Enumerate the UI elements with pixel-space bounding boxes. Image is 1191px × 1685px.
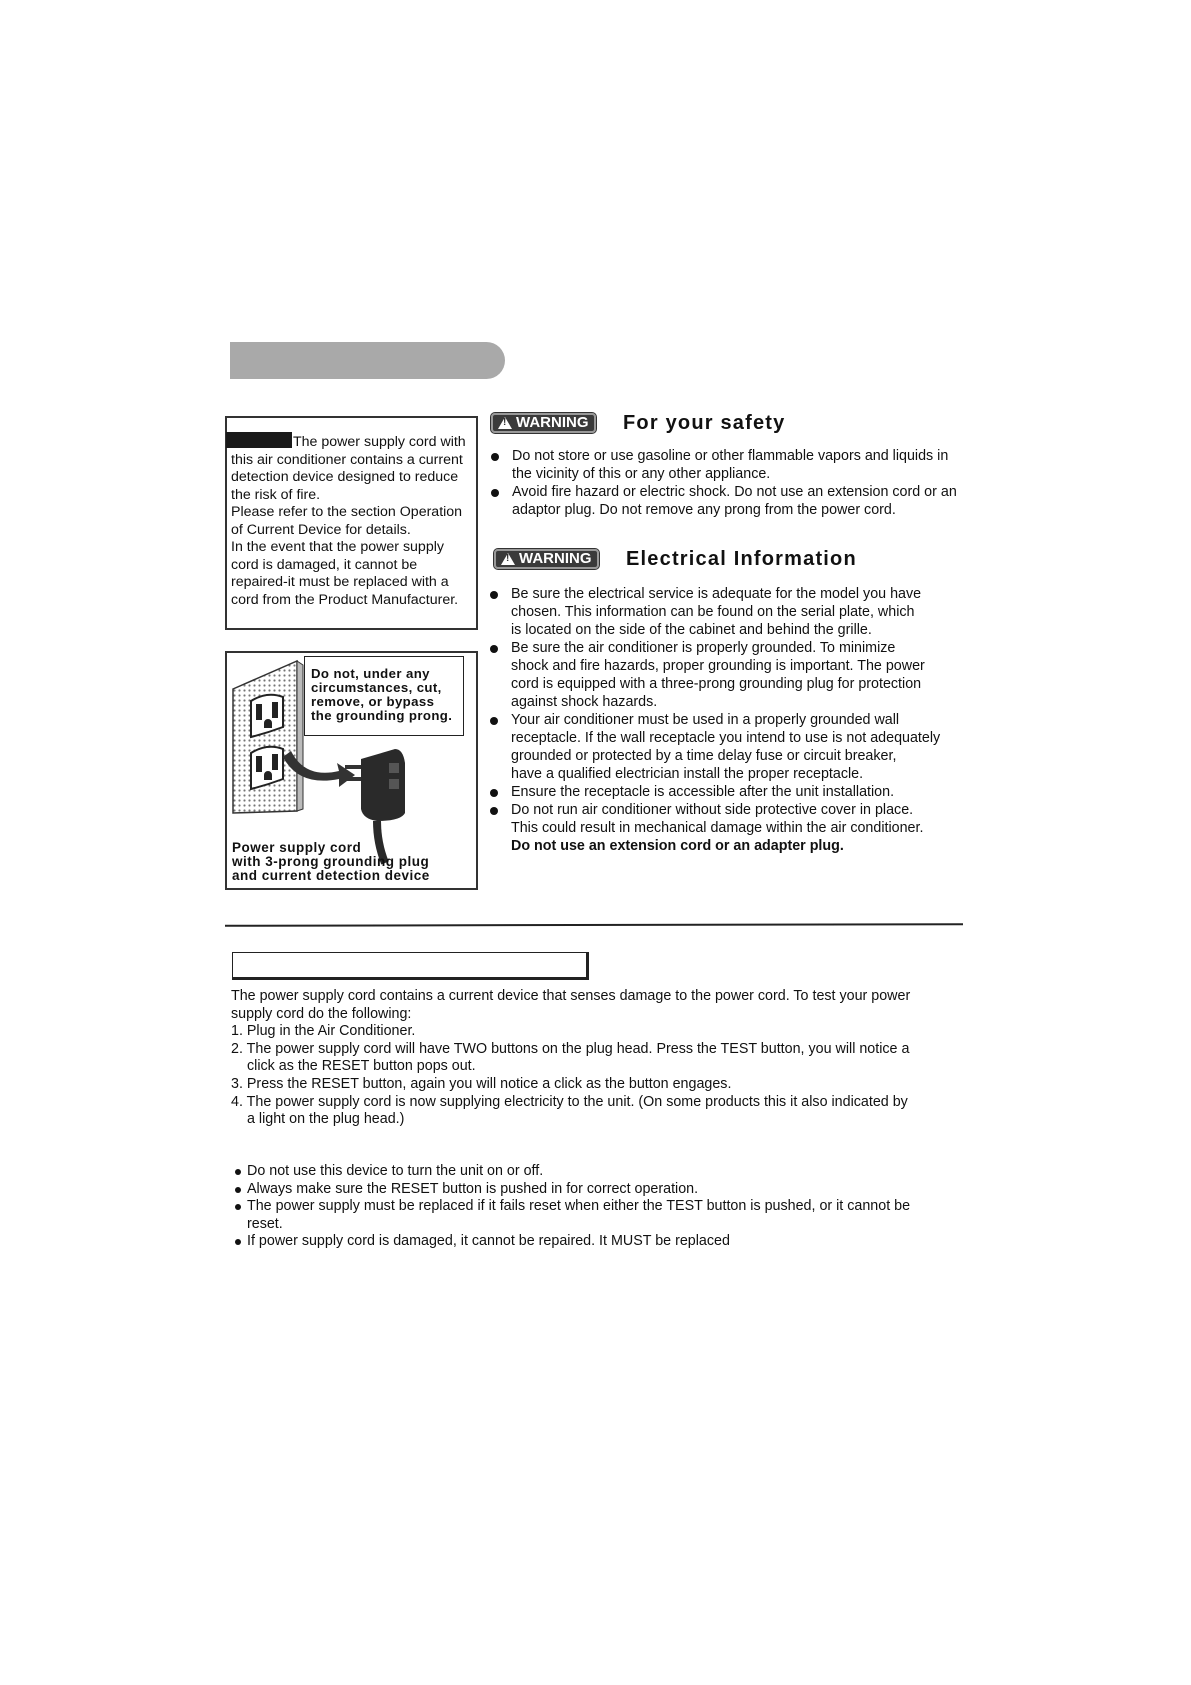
extension-cord-warning: Do not use an extension cord or an adapter plug. [511, 838, 844, 854]
plug-caption [232, 841, 430, 883]
step-line: 4. The power supply cord is now supplying electricity to the unit. (On some products this it also indicated by [231, 1093, 908, 1110]
note-line: cord is damaged, it cannot be [231, 556, 418, 573]
warning-badge-label: WARNING [519, 550, 592, 567]
section-divider [225, 923, 963, 927]
note-line: The power supply cord with [293, 434, 466, 450]
operation-instructions [231, 988, 951, 1129]
list-item [490, 801, 980, 837]
electrical-bullets [490, 585, 980, 855]
warning-badge [491, 413, 596, 433]
list-item [233, 1163, 953, 1181]
bullet-line: chosen. This information can be found on the serial plate, which [511, 604, 915, 620]
warning-triangle-icon [498, 417, 512, 429]
operation-notes [233, 1163, 953, 1251]
bullet-line: Ensure the receptacle is accessible after the unit installation. [511, 784, 895, 800]
step-line: 2. The power supply cord will have TWO buttons on the plug head. Press the TEST button, you will notice a [231, 1040, 910, 1057]
note-line: The power supply must be replaced if it fails reset when either the TEST button is pushed, or it cannot be [247, 1198, 911, 1215]
warning-triangle-icon [501, 553, 515, 565]
note-line: In the event that the power supply [231, 539, 444, 555]
note-line: the risk of fire. [231, 486, 321, 503]
note-line: this air conditioner contains a current [231, 451, 463, 468]
callout-line: Do not, under any [311, 666, 430, 681]
bullet-line: Be sure the air conditioner is properly grounded. To minimize [511, 640, 896, 656]
caption-line: Power supply cord [232, 840, 362, 855]
subheading-box [232, 952, 589, 980]
electrical-title: Electrical Information [626, 548, 857, 570]
bullet-line: Be sure the electrical service is adequate for the model you have [511, 586, 922, 602]
bullet-line: Do not run air conditioner without side protective cover in place. [511, 802, 914, 818]
step-item [231, 1076, 951, 1094]
warning-badge-label: WARNING [516, 414, 589, 431]
list-item [490, 711, 980, 783]
list-item [490, 585, 980, 639]
list-item [233, 1181, 953, 1199]
bullet-line: the vicinity of this or any other appliance. [512, 466, 771, 482]
note-line: repaired-it must be replaced with a [231, 574, 449, 590]
bullet-line: against shock hazards. [511, 694, 658, 710]
step-item [231, 1094, 951, 1129]
bullet-line: shock and fire hazards, proper grounding is important. The power [511, 658, 925, 674]
list-item [491, 447, 981, 483]
list-item [490, 837, 980, 855]
list-item [490, 783, 980, 801]
list-item [490, 639, 980, 711]
callout-line: remove, or bypass [311, 694, 435, 709]
intro-line: supply cord do the following: [231, 1005, 412, 1022]
bullet-line: Avoid fire hazard or electric shock. Do not use an extension cord or an [512, 484, 957, 500]
note-line: cord from the Product Manufacturer. [231, 591, 459, 608]
callout-line: circumstances, cut, [311, 680, 442, 695]
intro-line: The power supply cord contains a current device that senses damage to the power cord. To test your power [231, 988, 911, 1004]
bullet-line: grounded or protected by a time delay fuse or circuit breaker, [511, 748, 897, 764]
note-line: Always make sure the RESET button is pushed in for correct operation. [247, 1180, 699, 1197]
note-text [231, 434, 476, 609]
callout-line: the grounding prong. [311, 708, 453, 723]
note-line: reset. [247, 1215, 283, 1232]
note-line: Please refer to the section Operation [231, 504, 463, 520]
caption-line: and current detection device [232, 868, 430, 883]
note-line: of Current Device for details. [231, 521, 411, 538]
note-line: Do not use this device to turn the unit on or off. [247, 1163, 544, 1179]
list-item [491, 483, 981, 519]
step-line: 1. Plug in the Air Conditioner. [231, 1023, 416, 1040]
bullet-line: Do not store or use gasoline or other flammable vapors and liquids in [512, 448, 949, 464]
bullet-line: cord is equipped with a three-prong grounding plug for protection [511, 676, 922, 692]
bullet-line: have a qualified electrician install the proper receptacle. [511, 766, 864, 782]
note-line: If power supply cord is damaged, it cannot be repaired. It MUST be replaced [247, 1233, 730, 1250]
caption-line: with 3-prong grounding plug [232, 854, 430, 869]
step-line: click as the RESET button pops out. [247, 1058, 476, 1075]
bullet-line: Your air conditioner must be used in a properly grounded wall [511, 712, 900, 728]
bullet-line: This could result in mechanical damage within the air conditioner. [511, 820, 924, 836]
step-line: 3. Press the RESET button, again you will notice a click as the button engages. [231, 1075, 732, 1092]
wall-outlet-plate [233, 661, 297, 813]
bullet-line: adaptor plug. Do not remove any prong from the power cord. [512, 502, 896, 518]
list-item [233, 1198, 953, 1233]
step-item [231, 1023, 951, 1041]
bullet-line: is located on the side of the cabinet and behind the grille. [511, 622, 872, 638]
warning-badge [494, 549, 599, 569]
step-line: a light on the plug head.) [247, 1111, 405, 1128]
note-line: detection device designed to reduce [231, 469, 459, 485]
safety-title: For your safety [623, 412, 786, 434]
safety-bullets [491, 447, 981, 519]
list-item [233, 1233, 953, 1251]
grounding-prong-callout [304, 656, 464, 736]
bullet-line: receptacle. If the wall receptacle you intend to use is not adequately [511, 730, 941, 746]
section-header-bar [230, 342, 505, 379]
step-item [231, 1041, 951, 1076]
